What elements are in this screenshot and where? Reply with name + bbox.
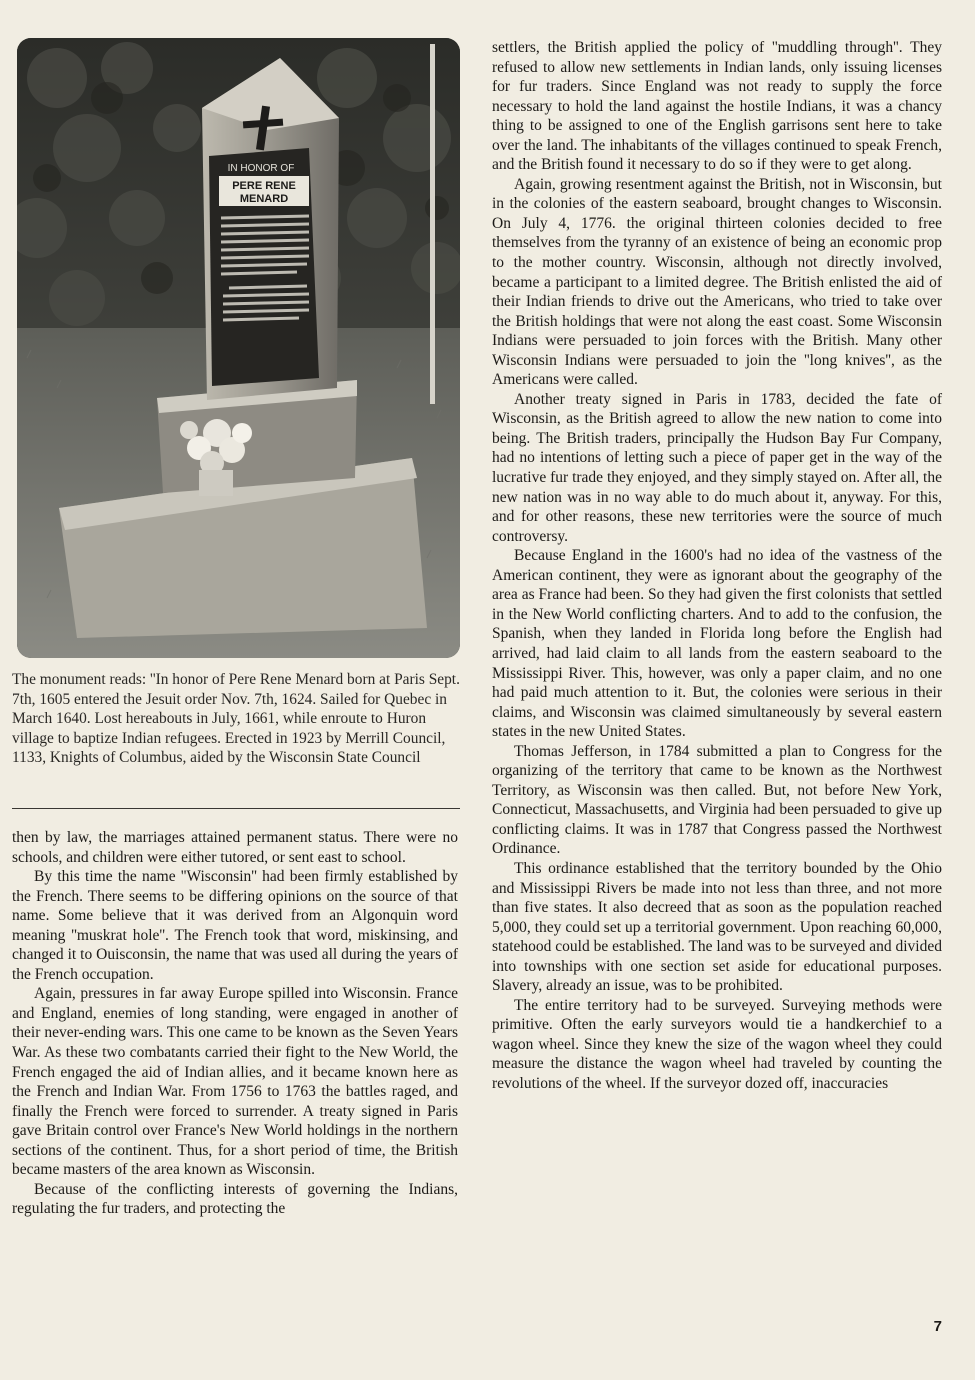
right-paragraph-4: Because England in the 1600's had no idea of the vastness of the American continent, they were as ignorant about the geography of the area as France had been. So they had given the first colonists that settled in the New World conflicting charters. And to add to the confusion, the Spanish, when they landed in Florida long before the English had arrived, had laid claim to all lands from the eastern seaboard to the Mississippi River. This, however, was only a paper claim, and no one had paid much attention to it. But, the colonies were serious in their claims, and Wisconsin was claimed simultaneously by several eastern states in the new United States. <box>492 547 942 741</box>
right-paragraph-1: settlers, the British applied the policy of ''muddling through''. They refused to allow new settlements in Indian lands, only issuing licenses for fur traders. Since England was not ready to supply the force necessary to hold the land against the hostile Indians, it was a chancy thing to be assigned to one of the English garrisons sent here to take over the land. The inhabitants of the villages continued to speak French, and the British found it necessary to do so if they were to get along. <box>492 39 942 174</box>
caption-divider <box>12 808 460 809</box>
photo-caption <box>12 670 460 768</box>
left-paragraph-1: then by law, the marriages attained permanent status. There were no schools, and children were either tutored, or sent east to school. <box>12 829 458 866</box>
inscription-name-line2: MENARD <box>239 193 289 205</box>
caption-text: The monument reads: ''In honor of Pere Rene Menard born at Paris Sept. 7th, 1605 entered the Jesuit order Nov. 7th, 1624. Sailed for Quebec in March 1640. Lost hereabouts in July, 1661, while enroute to Huron village to baptize Indian refugees. Erected in 1923 by Merrill Council, 1133, Knights of Columbus, aided by the Wisconsin State Council <box>12 671 460 767</box>
monument-photo <box>17 38 460 658</box>
left-paragraph-4: Because of the conflicting interests of governing the Indians, regulating the fur traders, and protecting the <box>12 1180 458 1218</box>
left-paragraph-2: By this time the name ''Wisconsin'' had been firmly established by the French. There seems to be differing opinions on the source of that name. Some believe that it was derived from an Algonquin word meaning ''muskrat hole''. The French took that word, miskinsing, and changed it to Ouisconsin, the name that was used all during the years of the French occupation. <box>12 868 458 983</box>
right-paragraph-2: Again, growing resentment against the British, not in Wisconsin, but in the colonies of the eastern seaboard, brought changes to Wisconsin. On July 4, 1776. the original thirteen colonies decided to free themselves from the tyranny of an existence of being an economic prop to the mother country. Wisconsin, although not directly involved, became a participant to a limited degree. The British enlisted the aid of their Indian friends to drive out the Americans, who tried to take over the British holdings that were not along the east coast. Some Wisconsin Indians were persuaded to join forces with the British. Many other Wisconsin Indians were persuaded to join the ''long knives'', as the Americans were called. <box>492 175 942 389</box>
inscription-name-line1: PERE RENE <box>232 180 296 192</box>
right-paragraph-3: Another treaty signed in Paris in 1783, decided the fate of Wisconsin, as the British agreed to allow the new nation to come into being. The British traders, principally the Hudson Bay Fur Company, had no intentions of letting such a piece of paper get in the way of the lucrative fur trade they enjoyed, and they simply stayed on. After all, the new nation was in no way able to do much about it, anyway. For this, and for other reasons, these new territories were the source of much controversy. <box>492 390 942 545</box>
right-paragraph-6: This ordinance established that the territory bounded by the Ohio and Mississippi Rivers be made into not less than three, and not more than five states. It also decreed that as soon as the population reached 5,000, they could set up a territorial government. Upon reaching 60,000, statehood could be established. The land was to be surveyed and divided into townships with one section set aside for educational purposes. Slavery, already an issue, was to be prohibited. <box>492 859 942 995</box>
inscription-in-honor-of: IN HONOR OF <box>227 163 295 174</box>
left-column <box>12 828 458 1219</box>
right-paragraph-7: The entire territory had to be surveyed. Surveying methods were primitive. Often the early surveyors would tie a handkerchief to a wagon wheel. Since they knew the size of the wagon wheel they could measure the distance the wagon wheel had traveled by counting the revolutions of the wheel. If the surveyor dozed off, inaccuracies <box>492 996 942 1092</box>
left-paragraph-3: Again, pressures in far away Europe spilled into Wisconsin. France and England, enemies of long standing, were engaged in another of their never-ending wars. This one came to be known as the Seven Years War. As these two combatants carried their fight to the New World, the French engaged the aid of Indian allies, and it became known here as the French and Indian War. From 1756 to 1763 the battles raged, and finally the French were forced to surrender. A treaty signed in Paris gave Britain control over France's New World holdings in the northern sections of the continent. Thus, for a short period of time, the British became masters of the area known as Wisconsin. <box>12 985 458 1179</box>
page-number: 7 <box>933 1318 942 1335</box>
right-column <box>492 38 942 1094</box>
right-paragraph-5: Thomas Jefferson, in 1784 submitted a plan to Congress for the organizing of the territory that came to be known as the Northwest Territory, as Wisconsin was then called. But, not before New York, Connecticut, Massachusetts, and Virginia had been persuaded to give up conflicting claims. It was in 1787 that Congress passed the Northwest Ordinance. <box>492 742 942 858</box>
